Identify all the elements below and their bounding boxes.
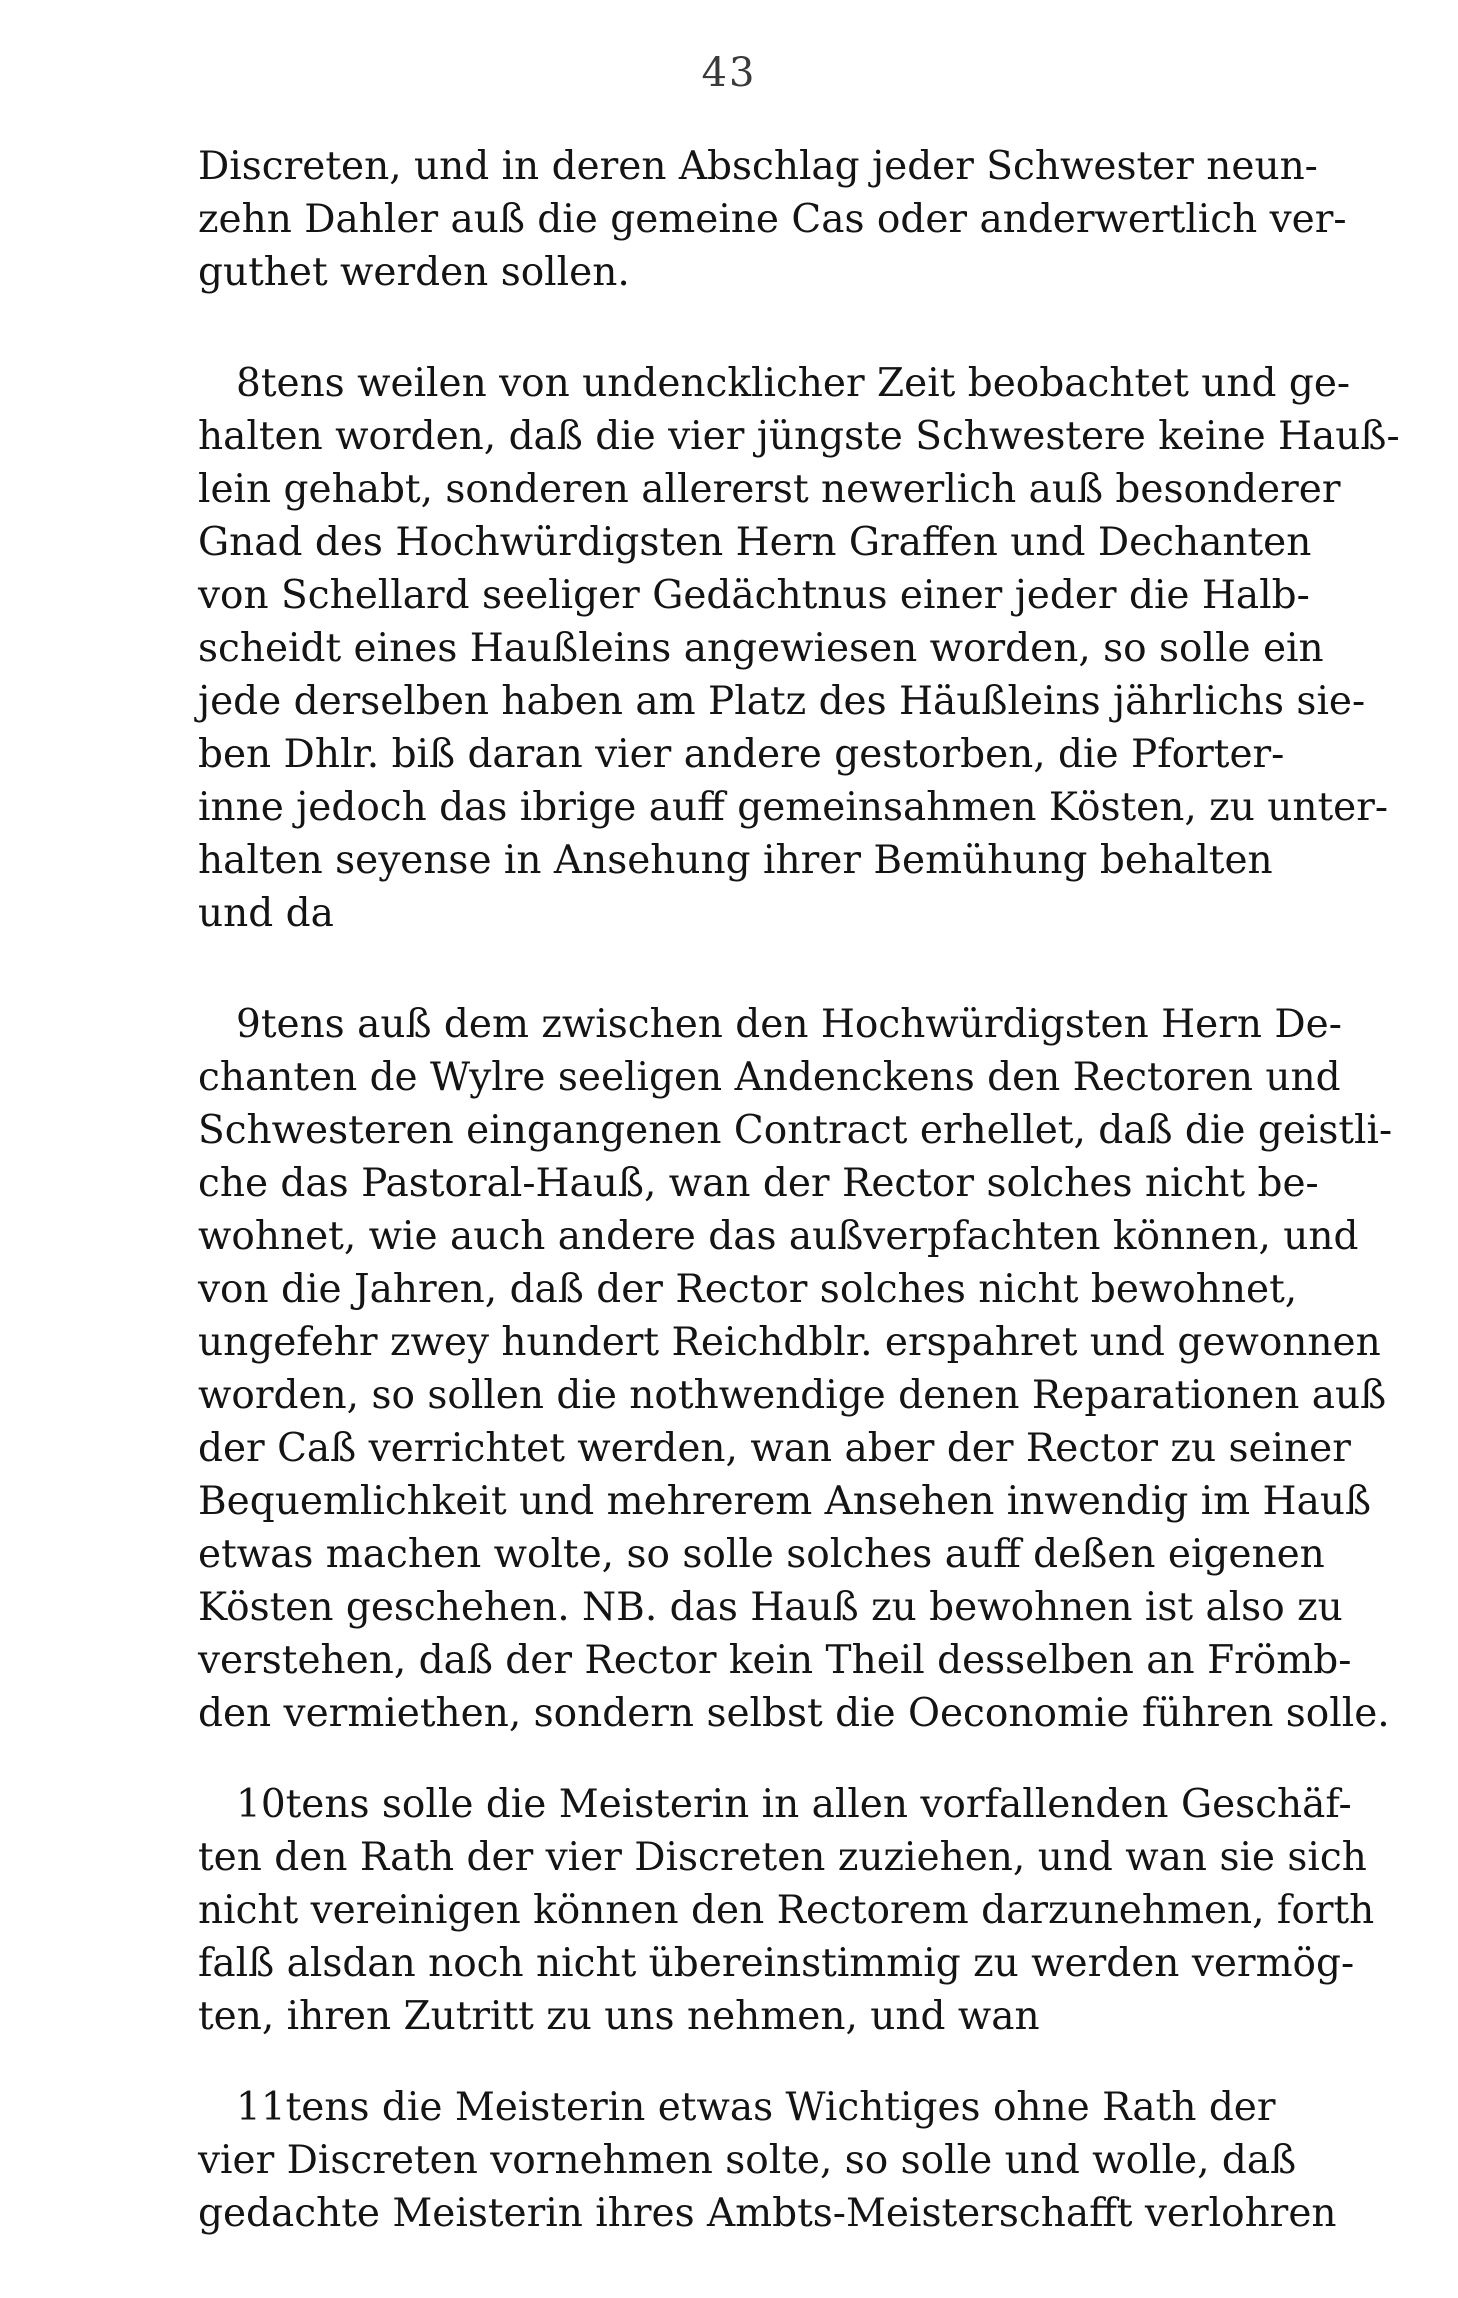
paragraph-continuation: [198, 140, 1347, 299]
text-line: etwas machen wolte, so solle solches auff deßen eigenen: [198, 1532, 1325, 1577]
text-line: ben Dhlr. biß daran vier andere gestorben, die Pforter-: [198, 732, 1285, 777]
text-line: verstehen, daß der Rector kein Theil desselben an Frömb-: [198, 1638, 1352, 1683]
text-line: und da: [198, 891, 334, 936]
paragraph-gap: [198, 1740, 1260, 1778]
text-line: 9tens auß dem zwischen den Hochwürdigsten Hern De-: [236, 1002, 1342, 1047]
text-line: ten den Rath der vier Discreten zuziehen, und wan sie sich: [198, 1835, 1367, 1880]
text-line: der Caß verrichtet werden, wan aber der Rector zu seiner: [198, 1426, 1351, 1471]
text-line: ungefehr zwey hundert Reichdblr. erspahret und gewonnen: [198, 1320, 1381, 1365]
text-line: worden, so sollen die nothwendige denen Reparationen auß: [198, 1373, 1387, 1418]
paragraph-gap: [198, 299, 1260, 357]
text-line: Kösten geschehen. NB. das Hauß zu bewohnen ist also zu: [198, 1585, 1343, 1630]
text-line: jede derselben haben am Platz des Häußleins jährlichs sie-: [198, 679, 1366, 724]
paragraph-gap: [198, 940, 1260, 998]
text-line: chanten de Wylre seeligen Andenckens den Rectoren und: [198, 1055, 1341, 1100]
paragraph-10tens: [198, 1778, 1375, 2043]
text-line: 11tens die Meisterin etwas Wichtiges ohne Rath der: [236, 2085, 1276, 2130]
text-line: ten, ihren Zutritt zu uns nehmen, und wan: [198, 1994, 1040, 2039]
text-line: nicht vereinigen können den Rectorem darzunehmen, forth: [198, 1888, 1375, 1933]
text-line: wohnet, wie auch andere das außverpfachten können, und: [198, 1214, 1359, 1259]
page-number: 43: [701, 50, 757, 96]
text-line: falß alsdan noch nicht übereinstimmig zu werden vermög-: [198, 1941, 1355, 1986]
paragraph-8tens: [198, 357, 1400, 940]
text-line: vier Discreten vornehmen solte, so solle und wolle, daß: [198, 2138, 1297, 2183]
text-line: inne jedoch das ibrige auff gemeinsahmen Kösten, zu unter-: [198, 785, 1389, 830]
text-line: Bequemlichkeit und mehrerem Ansehen inwendig im Hauß: [198, 1479, 1371, 1524]
text-line: zehn Dahler auß die gemeine Cas oder anderwertlich ver-: [198, 197, 1347, 242]
text-line: 10tens solle die Meisterin in allen vorfallenden Geschäf-: [236, 1782, 1352, 1827]
text-line: halten seyense in Ansehung ihrer Bemühung behalten: [198, 838, 1273, 883]
text-line: den vermiethen, sondern selbst die Oeconomie führen solle.: [198, 1691, 1390, 1736]
text-line: scheidt eines Haußleins angewiesen worden, so solle ein: [198, 626, 1324, 671]
text-line: von die Jahren, daß der Rector solches nicht bewohnet,: [198, 1267, 1298, 1312]
text-line: Gnad des Hochwürdigsten Hern Graffen und Dechanten: [198, 520, 1312, 565]
text-line: 8tens weilen von undencklicher Zeit beobachtet und ge-: [236, 361, 1351, 406]
text-line: che das Pastoral-Hauß, wan der Rector solches nicht be-: [198, 1161, 1319, 1206]
text-line: Discreten, und in deren Abschlag jeder Schwester neun-: [198, 144, 1318, 189]
paragraph-11tens: [198, 2081, 1337, 2240]
paragraph-9tens: [198, 998, 1393, 1740]
paragraph-gap: [198, 2043, 1260, 2081]
text-line: von Schellard seeliger Gedächtnus einer jeder die Halb-: [198, 573, 1310, 618]
text-line: Schwesteren eingangenen Contract erhellet, daß die geistli-: [198, 1108, 1393, 1153]
text-line: halten worden, daß die vier jüngste Schwestere keine Hauß-: [198, 414, 1400, 459]
text-line: guthet werden sollen.: [198, 250, 630, 295]
text-line: lein gehabt, sonderen allererst newerlich auß besonderer: [198, 467, 1341, 512]
text-body: [198, 140, 1400, 2240]
text-line: gedachte Meisterin ihres Ambts-Meisterschafft verlohren: [198, 2191, 1337, 2236]
